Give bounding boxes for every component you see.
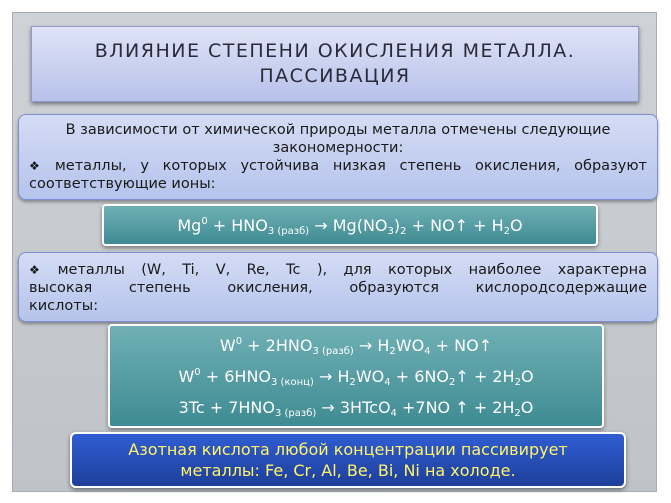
equation-tc: $3Tc + 7HNO_{3 (разб)}$ → 3HTcO$_4$ +7NO ↑ + $2H_2O$	[178, 397, 534, 419]
conclusion-line-2: металлы: Fe, Cr, Al, Be, Bi, Ni на холоде.	[180, 461, 516, 480]
bullet-1-line-2: соответствующие ионы:	[29, 176, 216, 192]
conclusion-line-1: Азотная кислота любой концентрации пассивирует	[128, 440, 568, 459]
conclusion-box	[70, 432, 626, 488]
bullet-2-box	[18, 252, 658, 322]
bullet-2-line-1	[29, 261, 647, 279]
equation-w-concentrated: $W^0 + 6HNO_{3 (конц)} \to H_2WO_4$ + $6NO_2↑ + 2H_2O$	[178, 366, 534, 388]
equation-box-mg	[102, 204, 598, 246]
title-line-2: ПАССИВАЦИЯ	[259, 65, 411, 87]
bullet-2-line-2: высокая степень окисления, образуются кислородсодержащие	[29, 280, 647, 296]
bullet-1-text-1: металлы, у которых устойчива низкая степень окисления, образуют	[54, 158, 647, 174]
intro-line-2: закономерности:	[272, 140, 404, 156]
slide-title	[31, 26, 639, 102]
equation-mg: $Mg^0 + HNO_{3 (разб)} \to Mg(NO_3)_2$ + NO↑ + $H_2O$	[177, 215, 523, 237]
equation-w-dilute: $W^0 + 2HNO_{3 (разб)} \to H_2WO_4$ + NO↑	[219, 335, 493, 357]
bullet-2-line-3: кислоты:	[29, 298, 99, 314]
bullet-2-text-1: металлы (W, Ti, V, Re, Tc ), для которых наиболее характерна	[57, 262, 647, 278]
diamond-bullet-icon: ❖	[29, 159, 49, 173]
title-line-1: ВЛИЯНИЕ СТЕПЕНИ ОКИСЛЕНИЯ МЕТАЛЛА.	[94, 40, 576, 62]
equation-box-w-tc	[108, 324, 604, 428]
intro-box	[18, 114, 658, 200]
intro-line-1: В зависимости от химической природы металла отмечены следующие	[65, 122, 611, 138]
diamond-bullet-icon: ❖	[29, 263, 52, 277]
bullet-1-line-1	[29, 157, 647, 175]
